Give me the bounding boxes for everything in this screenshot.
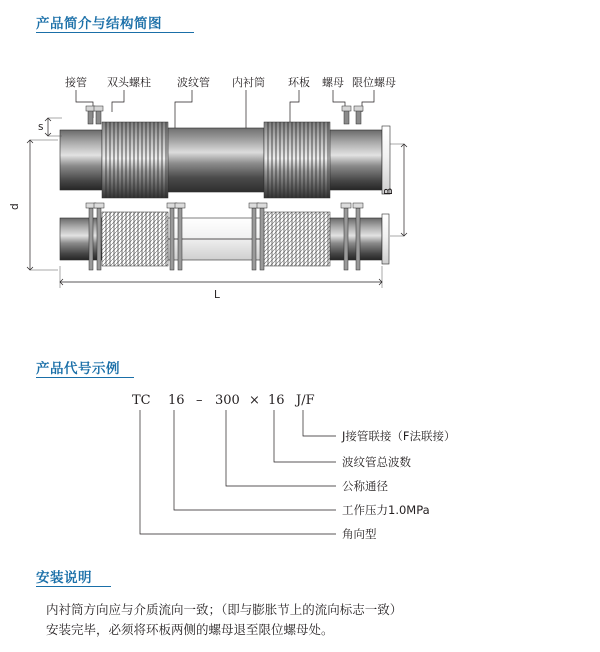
code-token-4: × <box>249 393 260 408</box>
code-token-0: TC <box>132 393 151 408</box>
dimension-label-B: B <box>383 187 395 195</box>
heading-rule-install <box>36 586 111 587</box>
callout-label-1: 双头螺柱 <box>107 76 151 89</box>
heading-rule-code <box>36 377 134 378</box>
dimension-L <box>60 266 382 301</box>
dimension-label-L: L <box>214 289 220 301</box>
code-token-3: 300 <box>215 393 240 408</box>
code-leader-lines <box>140 410 336 534</box>
code-callout-1: 波纹管总波数 <box>342 455 411 469</box>
code-token-2: – <box>196 393 203 408</box>
heading-rule-structure <box>36 32 194 33</box>
install-line-0: 内衬筒方向应与介质流向一致；（即与膨胀节上的流向标志一致） <box>46 602 403 617</box>
section-title-code: 产品代号示例 <box>36 361 120 377</box>
dimension-label-d: d <box>9 203 21 210</box>
dimension-label-s: s <box>38 121 44 133</box>
diagram-callout-labels <box>65 75 396 89</box>
diagram-bottom-view <box>60 203 389 270</box>
code-token-6: J/F <box>296 393 315 408</box>
code-callout-labels <box>341 429 456 541</box>
callout-label-0: 接管 <box>65 76 87 89</box>
code-callout-4: 角向型 <box>342 527 377 541</box>
product-code-tokens <box>132 393 315 408</box>
code-callout-2: 公称通径 <box>342 479 388 493</box>
callout-label-6: 限位螺母 <box>352 76 396 89</box>
code-token-5: 16 <box>268 393 285 408</box>
dimension-d <box>9 140 58 270</box>
callout-label-5: 螺母 <box>322 76 344 89</box>
callout-label-3: 内衬筒 <box>232 76 265 89</box>
code-callout-0: J接管联接（F法联接） <box>342 429 456 443</box>
structure-diagram <box>0 40 600 340</box>
code-callout-3: 工作压力1.0MPa <box>342 503 430 517</box>
product-code-diagram <box>0 382 600 547</box>
callout-label-2: 波纹管 <box>177 76 210 89</box>
section-title-install: 安装说明 <box>36 570 92 586</box>
section-title-structure: 产品简介与结构简图 <box>36 16 162 32</box>
install-instructions <box>46 600 566 640</box>
callout-label-4: 环板 <box>288 76 310 89</box>
install-line-1: 安装完毕，必须将环板两侧的螺母退至限位螺母处。 <box>46 622 334 637</box>
code-token-1: 16 <box>168 393 185 408</box>
diagram-top-view <box>60 106 390 198</box>
dimension-s <box>38 118 62 136</box>
